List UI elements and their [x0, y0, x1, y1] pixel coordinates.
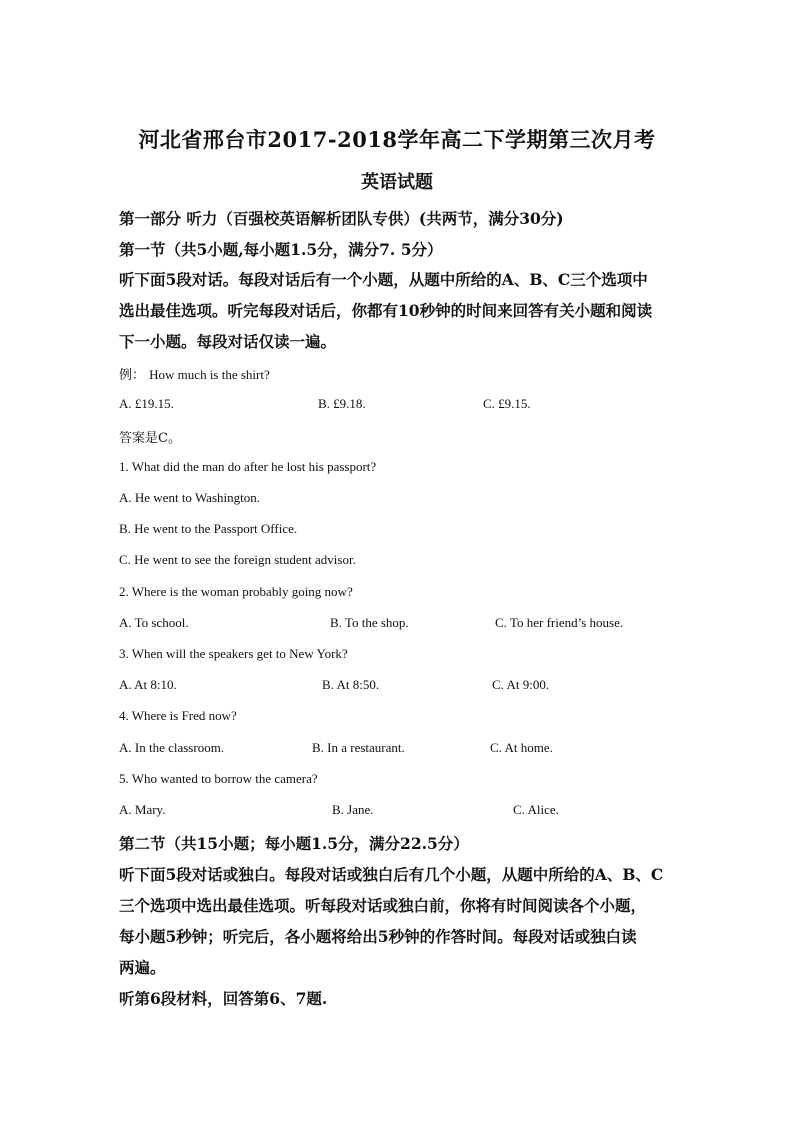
- section1-instruction-line: 听下面5段对话。每段对话后有一个小题，从题中所给的A、B、C三个选项中: [119, 270, 648, 289]
- document-subtitle: 英语试题: [361, 172, 433, 193]
- part1-heading: 第一部分 听力（百强校英语解析团队专供）(共两节，满分30分): [119, 209, 564, 228]
- question-1: 1. What did the man do after he lost his passport?: [119, 459, 377, 474]
- question-3: 3. When will the speakers get to New York?: [119, 646, 348, 661]
- section2-instruction-line: 两遍。: [119, 958, 166, 977]
- section2-instruction-line: 三个选项中选出最佳选项。听每段对话或独白前，你将有时间阅读各个小题，: [119, 896, 647, 915]
- section2-heading: 第二节（共15小题；每小题1.5分，满分22.5分）: [119, 834, 469, 853]
- question-4-option-b: B. In a restaurant.: [312, 740, 405, 755]
- question-4-option-c: C. At home.: [490, 740, 553, 755]
- section1-instruction-line: 下一小题。每段对话仅读一遍。: [119, 332, 337, 351]
- example-question-row: [119, 364, 270, 383]
- example-answer: 答案是C。: [119, 431, 181, 446]
- example-option-c: C. £9.15.: [483, 396, 531, 411]
- question-5-option-c: C. Alice.: [513, 802, 559, 817]
- question-3-option-c: C. At 9:00.: [492, 677, 550, 692]
- question-4: 4. Where is Fred now?: [119, 708, 237, 723]
- question-5-option-b: B. Jane.: [332, 802, 374, 817]
- example-question: How much is the shirt?: [149, 367, 270, 382]
- question-4-option-a: A. In the classroom.: [119, 740, 225, 755]
- question-3-option-b: B. At 8:50.: [322, 677, 380, 692]
- example-option-a: A. £19.15.: [119, 396, 174, 411]
- section1-heading: 第一节（共5小题,每小题1.5分，满分7. 5分）: [119, 240, 443, 259]
- question-2-option-b: B. To the shop.: [330, 615, 409, 630]
- question-1-option-c: C. He went to see the foreign student advisor.: [119, 552, 356, 567]
- section2-instruction-line: 每小题5秒钟；听完后，各小题将给出5秒钟的作答时间。每段对话或独白读: [119, 927, 637, 946]
- section1-instruction-line: 选出最佳选项。听完每段对话后，你都有10秒钟的时间来回答有关小题和阅读: [119, 301, 653, 320]
- section2-instruction-line: 听下面5段对话或独白。每段对话或独白后有几个小题，从题中所给的A、B、C: [119, 865, 664, 884]
- question-2: 2. Where is the woman probably going now?: [119, 584, 353, 599]
- question-1-option-a: A. He went to Washington.: [119, 490, 260, 505]
- question-5: 5. Who wanted to borrow the camera?: [119, 771, 318, 786]
- question-1-option-b: B. He went to the Passport Office.: [119, 521, 298, 536]
- question-3-option-a: A. At 8:10.: [119, 677, 177, 692]
- question-2-option-a: A. To school.: [119, 615, 189, 630]
- section2-material-line: 听第6段材料，回答第6、7题.: [119, 989, 328, 1008]
- example-prefix: 例：: [119, 368, 146, 383]
- example-option-b: B. £9.18.: [318, 396, 366, 411]
- question-5-option-a: A. Mary.: [119, 802, 166, 817]
- question-2-option-c: C. To her friend’s house.: [495, 615, 624, 630]
- document-title: 河北省邢台市2017-2018学年高二下学期第三次月考: [138, 127, 656, 152]
